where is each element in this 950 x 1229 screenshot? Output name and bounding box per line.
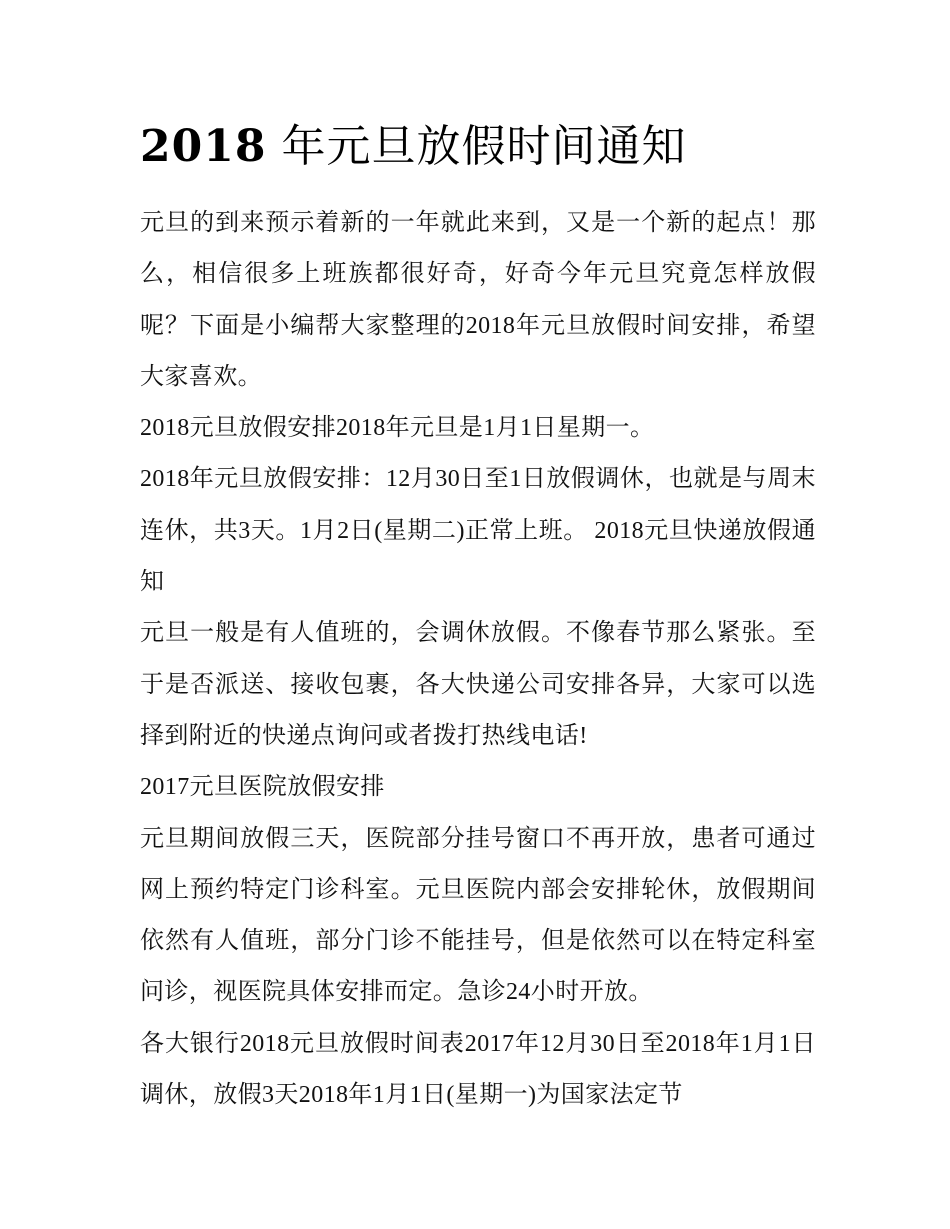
paragraph-hospital-heading: 2017元旦医院放假安排 <box>140 774 385 801</box>
paragraph-express: 元旦一般是有人值班的，会调休放假。不像春节那么紧张。至于是否派送、接收包裹，各大快递公司安排各异，大家可以选择到附近的快递点询问或者拨打热线电话! <box>140 620 816 749</box>
document-content <box>140 118 816 1121</box>
title-year: 2018 <box>140 121 267 172</box>
paragraph-arrangement: 2018元旦放假安排2018年元旦是1月1日星期一。 <box>140 415 655 442</box>
document-body <box>140 198 816 1121</box>
paragraph-hospital: 元旦期间放假三天，医院部分挂号窗口不再开放，患者可通过网上预约特定门诊科室。元旦医院内部会安排轮休，放假期间依然有人值班，部分门诊不能挂号，但是依然可以在特定科室问诊，视医院具体安排而定。急诊24小时开放。 <box>140 825 816 1006</box>
document-title <box>140 118 816 176</box>
title-text: 年元旦放假时间通知 <box>281 121 687 172</box>
paragraph-schedule: 2018年元旦放假安排：12月30日至1日放假调休，也就是与周末连休，共3天。1月2日(星期二)正常上班。 2018元旦快递放假通知 <box>140 466 816 596</box>
paragraph-banks: 各大银行2018元旦放假时间表2017年12月30日至2018年1月1日调休，放假3天2018年1月1日(星期一)为国家法定节 <box>140 1030 816 1109</box>
paragraph-intro: 元旦的到来预示着新的一年就此来到，又是一个新的起点！那么，相信很多上班族都很好奇，好奇今年元旦究竟怎样放假呢？下面是小编帮大家整理的2018年元旦放假时间安排，希望大家喜欢。 <box>140 210 816 390</box>
